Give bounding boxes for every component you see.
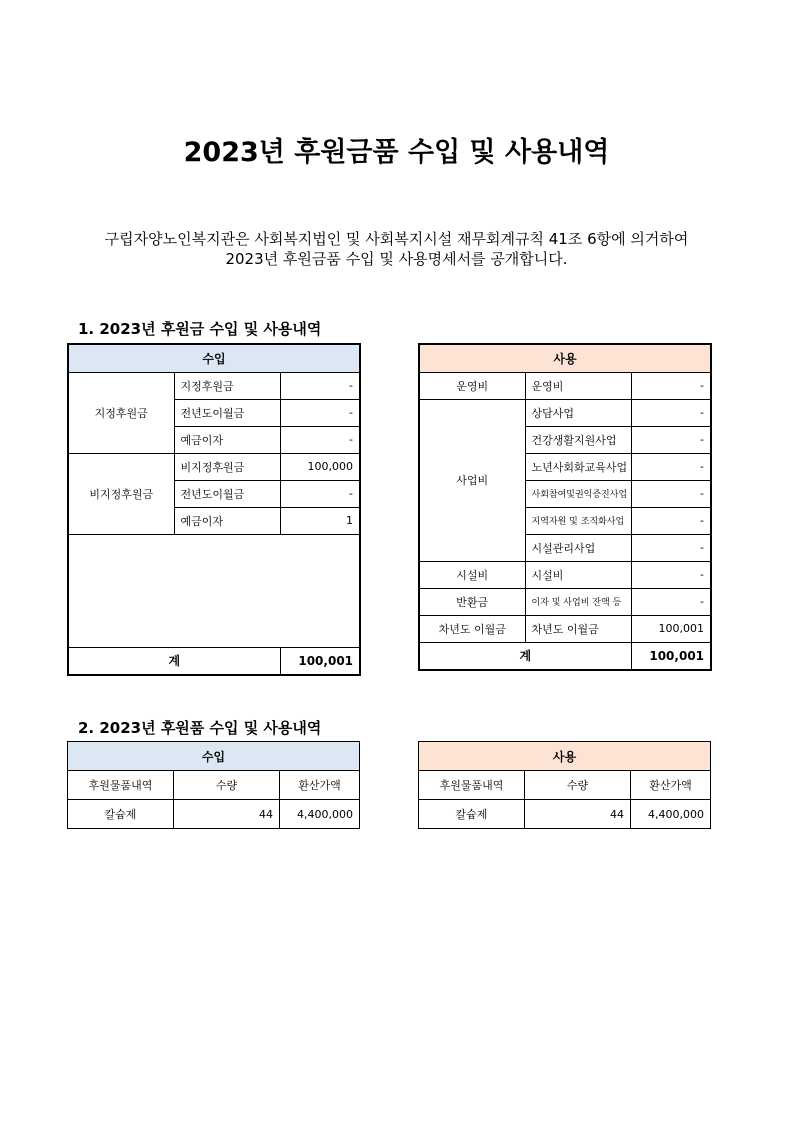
income-item: 전년도이월금 bbox=[174, 480, 280, 507]
expense-total-label: 계 bbox=[419, 642, 631, 670]
expense-item: 상담사업 bbox=[525, 399, 631, 426]
category-facility: 시설비 bbox=[419, 561, 525, 588]
category-operating: 운영비 bbox=[419, 372, 525, 399]
expense-item: 이자 및 사업비 잔액 등 bbox=[525, 588, 631, 615]
goods-value: 4,400,000 bbox=[280, 800, 360, 829]
empty-area bbox=[68, 534, 360, 647]
expense-amount: - bbox=[631, 480, 711, 507]
income-item: 예금이자 bbox=[174, 426, 280, 453]
income-amount: - bbox=[280, 372, 360, 399]
expense-amount: 100,001 bbox=[631, 615, 711, 642]
income-item: 전년도이월금 bbox=[174, 399, 280, 426]
donation-expense-table bbox=[418, 343, 712, 671]
expense-amount: - bbox=[631, 588, 711, 615]
expense-item: 시설관리사업 bbox=[525, 534, 631, 561]
group-non-designated: 비지정후원금 bbox=[68, 453, 174, 534]
income-item: 비지정후원금 bbox=[174, 453, 280, 480]
income-amount: 1 bbox=[280, 507, 360, 534]
goods-qty: 44 bbox=[525, 800, 631, 829]
income-total-label: 계 bbox=[68, 647, 280, 675]
expense-total-amount: 100,001 bbox=[631, 642, 711, 670]
goods-item: 칼슘제 bbox=[68, 800, 174, 829]
goods-income-table bbox=[67, 741, 360, 829]
intro-text bbox=[0, 229, 793, 269]
intro-line-1: 구립자양노인복지관은 사회복지법인 및 사회복지시설 재무회계규칙 41조 6항에 의거하여 bbox=[104, 230, 689, 248]
expense-amount: - bbox=[631, 507, 711, 534]
expense-item: 사회참여및권익증진사업 bbox=[525, 480, 631, 507]
section1-heading: 1. 2023년 후원금 수입 및 사용내역 bbox=[78, 320, 322, 338]
income-total-amount: 100,001 bbox=[280, 647, 360, 675]
category-carryover: 차년도 이월금 bbox=[419, 615, 525, 642]
category-business: 사업비 bbox=[419, 399, 525, 561]
expense-item: 노년사회화교육사업 bbox=[525, 453, 631, 480]
goods-income-header: 수입 bbox=[68, 742, 360, 771]
column-header: 후원물품내역 bbox=[419, 771, 525, 800]
income-item: 예금이자 bbox=[174, 507, 280, 534]
column-header: 수량 bbox=[174, 771, 280, 800]
intro-line-2: 2023년 후원금품 수입 및 사용명세서를 공개합니다. bbox=[225, 250, 568, 268]
expense-amount: - bbox=[631, 561, 711, 588]
income-amount: 100,000 bbox=[280, 453, 360, 480]
category-refund: 반환금 bbox=[419, 588, 525, 615]
income-amount: - bbox=[280, 480, 360, 507]
expense-item: 운영비 bbox=[525, 372, 631, 399]
expense-amount: - bbox=[631, 453, 711, 480]
column-header: 환산가액 bbox=[631, 771, 711, 800]
section2-heading: 2. 2023년 후원품 수입 및 사용내역 bbox=[78, 719, 322, 737]
donation-income-table bbox=[67, 343, 361, 676]
expense-amount: - bbox=[631, 399, 711, 426]
page-title: 2023년 후원금품 수입 및 사용내역 bbox=[183, 137, 610, 168]
income-amount: - bbox=[280, 426, 360, 453]
expense-item: 차년도 이월금 bbox=[525, 615, 631, 642]
expense-header: 사용 bbox=[419, 344, 711, 372]
column-header: 수량 bbox=[525, 771, 631, 800]
goods-expense-header: 사용 bbox=[419, 742, 711, 771]
group-designated: 지정후원금 bbox=[68, 372, 174, 453]
expense-item: 시설비 bbox=[525, 561, 631, 588]
expense-item: 지역자원 및 조직화사업 bbox=[525, 507, 631, 534]
income-amount: - bbox=[280, 399, 360, 426]
expense-amount: - bbox=[631, 426, 711, 453]
column-header: 환산가액 bbox=[280, 771, 360, 800]
income-header: 수입 bbox=[68, 344, 360, 372]
income-item: 지정후원금 bbox=[174, 372, 280, 399]
goods-value: 4,400,000 bbox=[631, 800, 711, 829]
expense-item: 건강생활지원사업 bbox=[525, 426, 631, 453]
goods-qty: 44 bbox=[174, 800, 280, 829]
column-header: 후원물품내역 bbox=[68, 771, 174, 800]
expense-amount: - bbox=[631, 534, 711, 561]
expense-amount: - bbox=[631, 372, 711, 399]
goods-expense-table bbox=[418, 741, 711, 829]
goods-item: 칼슘제 bbox=[419, 800, 525, 829]
